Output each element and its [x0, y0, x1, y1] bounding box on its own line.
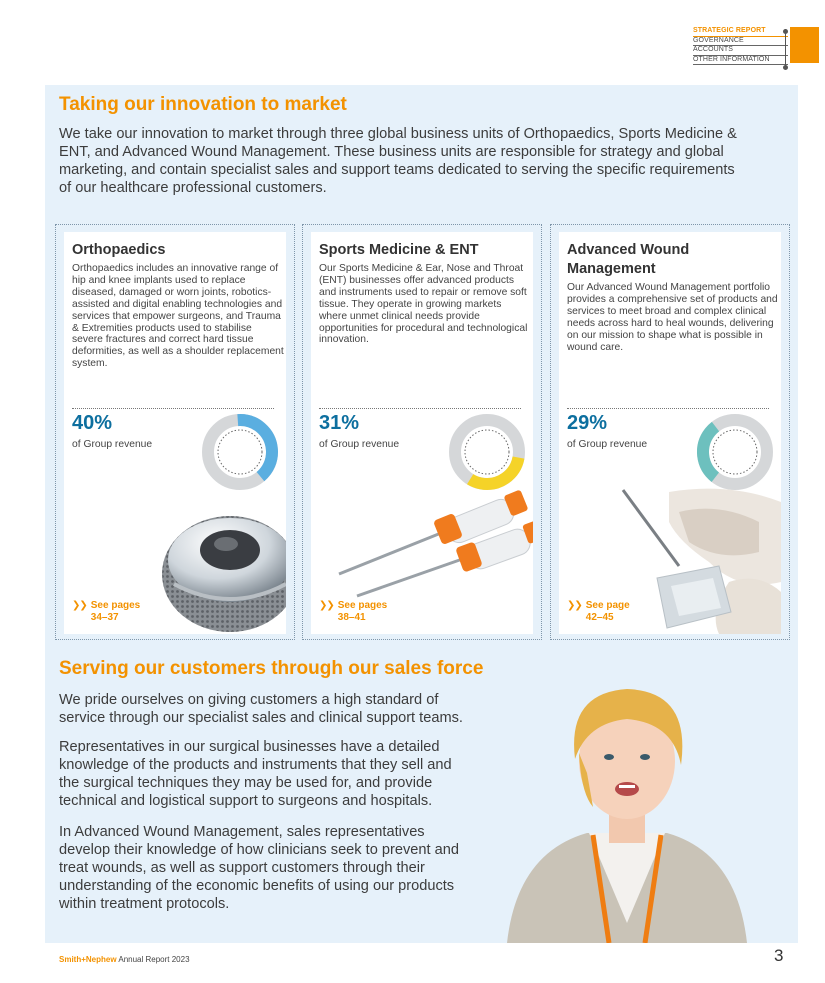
- card-wound-management: [559, 232, 781, 634]
- link-pages: 38–41: [337, 612, 366, 623]
- card-title: Sports Medicine & ENT: [319, 242, 479, 258]
- footer-report: Annual Report 2023: [118, 955, 190, 964]
- card-body: Our Advanced Wound Management portfolio provides a comprehensive set of products and services to meet broad and complex clinical needs across hard to heal wounds, delivering on our mission to shape what is possible in wound care.: [567, 282, 778, 353]
- see-pages-link[interactable]: [319, 600, 387, 624]
- revenue-percent: 31%: [319, 412, 360, 434]
- nav-dot: [783, 65, 788, 70]
- section-nav: [693, 27, 788, 65]
- intro-paragraph: We take our innovation to market through three global business units of Orthopaedics, Sports Medicine & ENT, and Advanced Wound Management. These business units are responsible for strategy and global marketing, and contain specialist sales and support teams dedicated to serving the specific requirements of our healthcare professional customers.: [59, 126, 737, 196]
- sales-representative-photo: [497, 683, 757, 943]
- page-number: 3: [774, 946, 784, 965]
- chevron-right-icon: ❯❯: [72, 600, 87, 611]
- nav-governance[interactable]: GOVERNANCE: [693, 37, 788, 47]
- link-text: See pages: [90, 600, 141, 611]
- nav-strategic-report[interactable]: STRATEGIC REPORT: [693, 27, 788, 37]
- sales-paragraph: We pride ourselves on giving customers a high standard of service through our specialist sales and clinical support teams.: [59, 692, 463, 726]
- revenue-donut: [447, 412, 527, 492]
- nav-other-information[interactable]: OTHER INFORMATION: [693, 56, 788, 66]
- card-title: Advanced Wound Management: [567, 242, 690, 277]
- link-pages: 34–37: [90, 612, 119, 623]
- divider: [319, 408, 521, 409]
- card-orthopaedics: [64, 232, 286, 634]
- chevron-right-icon: ❯❯: [319, 600, 334, 611]
- surgical-instruments-image: [321, 484, 533, 604]
- revenue-label: of Group revenue: [567, 439, 648, 450]
- revenue-donut: [200, 412, 280, 492]
- link-pages: 42–45: [585, 612, 614, 623]
- heading-sales-force: Serving our customers through our sales force: [59, 658, 484, 679]
- section-tab: [790, 27, 819, 63]
- card-title: Orthopaedics: [72, 242, 166, 258]
- footer: [59, 955, 190, 964]
- link-text: See pages: [337, 600, 388, 611]
- donut-inner-ring: [465, 430, 509, 474]
- nav-accounts[interactable]: ACCOUNTS: [693, 46, 788, 56]
- nav-rail: [785, 29, 786, 69]
- divider: [567, 408, 769, 409]
- wound-dressing-image: [609, 482, 781, 634]
- hip-implant-image: [160, 514, 286, 634]
- divider: [72, 408, 274, 409]
- card-sports-medicine: [311, 232, 533, 634]
- donut-inner-ring: [218, 430, 262, 474]
- card-body: Orthopaedics includes an innovative range of hip and knee implants used to replace diseased, damaged or worn joints, robotics-assisted and digital enabling technologies and services that empower surgeons, and Trauma & Extremities products used to stabilise severe fractures and correct hard tissue deformities, as well as a shoulder replacement system.: [72, 263, 284, 370]
- nav-dot: [783, 29, 788, 34]
- revenue-label: of Group revenue: [72, 439, 153, 450]
- donut-inner-ring: [713, 430, 757, 474]
- link-text: See page: [585, 600, 630, 611]
- footer-brand: Smith+Nephew: [59, 955, 117, 964]
- revenue-label: of Group revenue: [319, 439, 400, 450]
- card-body: Our Sports Medicine & Ear, Nose and Throat (ENT) businesses offer advanced products and instruments used to repair or remove soft tissue. They operate in growing markets where unmet clinical needs provide opportunities for procedural and technological innovation.: [319, 263, 528, 346]
- heading-innovation: Taking our innovation to market: [59, 94, 347, 115]
- revenue-percent: 29%: [567, 412, 608, 434]
- revenue-percent: 40%: [72, 412, 113, 434]
- see-page-link[interactable]: [567, 600, 630, 624]
- sales-paragraph: In Advanced Wound Management, sales representatives develop their knowledge of how clinicians seek to prevent and treat wounds, as well as support customers through their understanding of the economic benefits of using our products within treatment protocols.: [59, 824, 459, 912]
- sales-paragraph: Representatives in our surgical businesses have a detailed knowledge of the products and instruments that they sell and the surgical techniques they may be used for, and provide technical and logistical support to surgeons and hospitals.: [59, 739, 452, 809]
- revenue-donut: [695, 412, 775, 492]
- see-pages-link[interactable]: [72, 600, 140, 624]
- chevron-right-icon: ❯❯: [567, 600, 582, 611]
